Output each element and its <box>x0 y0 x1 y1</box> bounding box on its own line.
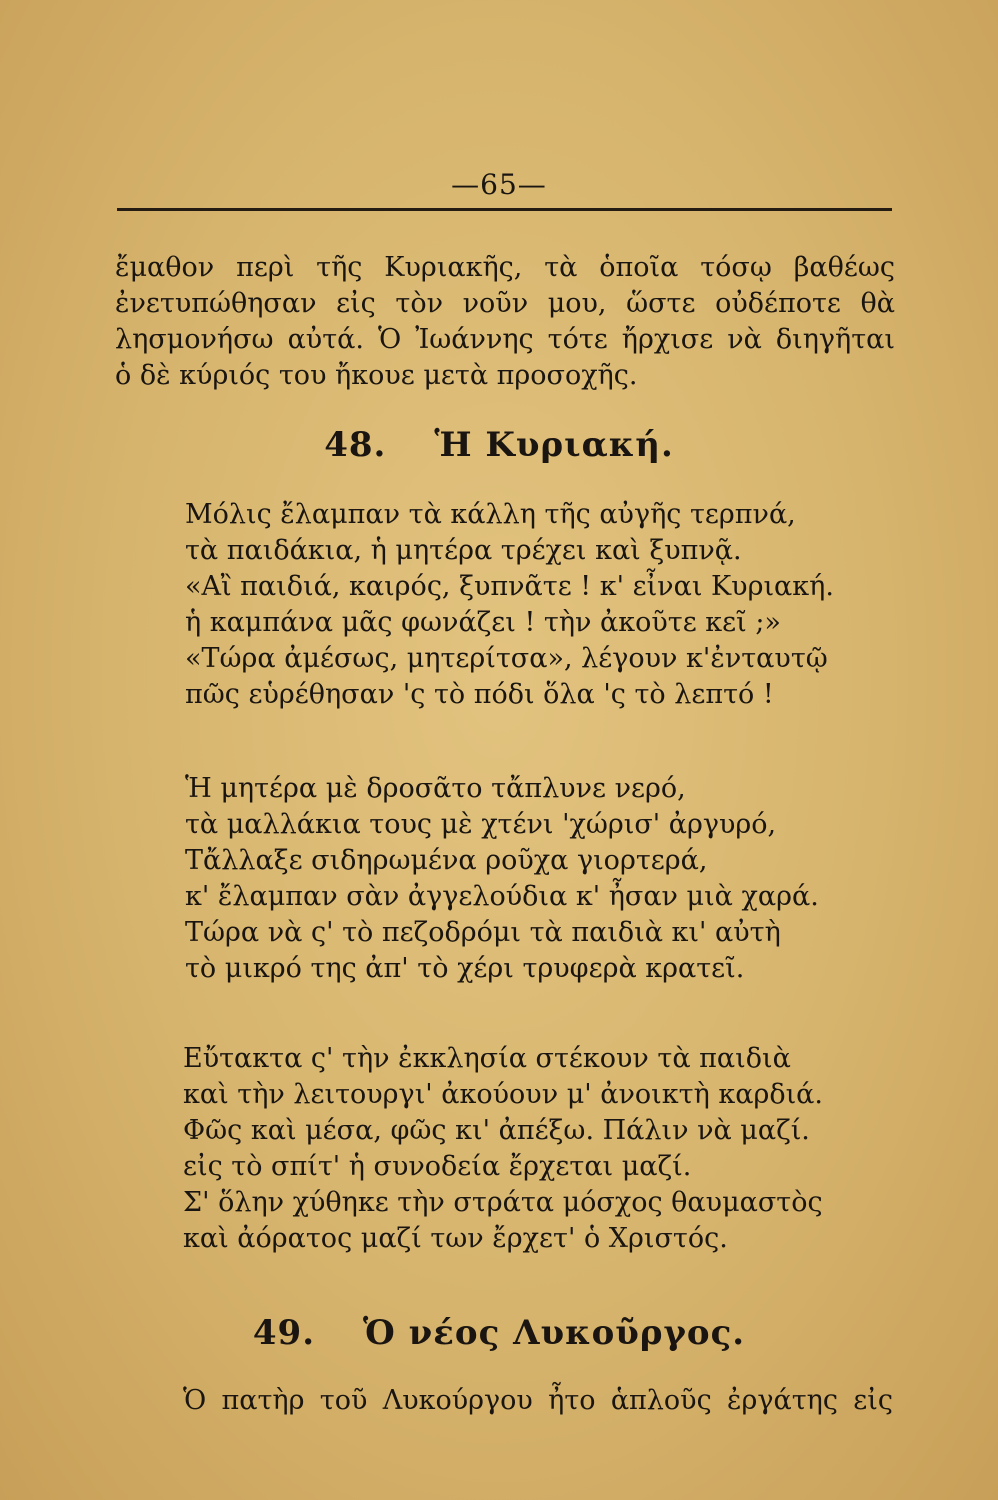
intro-paragraph <box>115 250 895 394</box>
verse-line: Μόλις ἔλαμπαν τὰ κάλλη τῆς αὐγῆς τερπνά, <box>185 499 796 530</box>
verse-line: Εὔτακτα ς' τὴν ἐκκλησία στέκουν τὰ παιδιὰ <box>183 1043 791 1074</box>
section-number: 48. <box>324 425 387 465</box>
verse-line: τὰ παιδάκια, ἡ μητέρα τρέχει καὶ ξυπνᾷ. <box>185 535 742 566</box>
verse-line: καὶ τὴν λειτουργι' ἀκούουν μ' ἀνοικτὴ καρδιά. <box>183 1079 823 1110</box>
verse-line: τὰ μαλλάκια τους μὲ χτένι 'χώρισ' ἀργυρό, <box>185 809 777 840</box>
verse-line: πῶς εὑρέθησαν 'ς τὸ πόδι ὅλα 'ς τὸ λεπτό ! <box>185 679 774 710</box>
verse-line: Σ' ὅλην χύθηκε τὴν στράτα μόσχος θαυμαστὸς <box>183 1187 823 1218</box>
section-title: Ὁ νέος Λυκοῦργος. <box>363 1313 746 1353</box>
header-rule <box>117 208 892 211</box>
verse-line: Τἄλλαξε σιδηρωμένα ροῦχα γιορτερά, <box>185 845 708 876</box>
poem-stanza-1 <box>185 497 885 713</box>
verse-line: ἡ καμπάνα μᾶς φωνάζει ! τὴν ἀκοῦτε κεῖ ;» <box>185 607 781 638</box>
poem-stanza-2 <box>185 771 885 987</box>
verse-line: εἰς τὸ σπίτ' ἡ συνοδεία ἔρχεται μαζί. <box>183 1151 692 1182</box>
text-line: λησμονήσω αὐτά. Ὁ Ἰωάννης τότε ἤρχισε νὰ διηγῆται <box>115 324 895 355</box>
text-line: ἐνετυπώθησαν εἰς τὸν νοῦν μου, ὥστε οὐδέποτε θὰ <box>115 288 895 319</box>
verse-line: κ' ἔλαμπαν σὰν ἀγγελούδια κ' ἦσαν μιὰ χαρά. <box>185 881 819 912</box>
text-line: ὁ δὲ κύριός του ἤκουε μετὰ προσοχῆς. <box>115 360 638 391</box>
section-number: 49. <box>252 1313 316 1353</box>
closing-text-line: Ὁ πατὴρ τοῦ Λυκούργου ἦτο ἁπλοῦς ἐργάτης εἰς <box>183 1385 893 1416</box>
verse-line: Φῶς καὶ μέσα, φῶς κι' ἀπέξω. Πάλιν νὰ μαζί. <box>183 1115 810 1146</box>
section-title: Ἡ Κυριακή. <box>434 425 674 465</box>
verse-line: τὸ μικρό της ἀπ' τὸ χέρι τρυφερὰ κρατεῖ. <box>185 953 745 984</box>
verse-line: καὶ ἀόρατος μαζί των ἔρχετ' ὁ Χριστός. <box>183 1223 728 1254</box>
verse-line: «Τώρα ἀμέσως, μητερίτσα», λέγουν κ'ἐνταυτῷ <box>185 643 828 674</box>
section-heading-49 <box>0 1313 998 1353</box>
verse-line: Τώρα νὰ ς' τὸ πεζοδρόμι τὰ παιδιὰ κι' αὐτὴ <box>185 917 781 948</box>
section-heading-48 <box>0 425 998 465</box>
verse-line: «Αἲ παιδιά, καιρός, ξυπνᾶτε ! κ' εἶναι Κυριακή. <box>185 571 834 602</box>
poem-stanza-3 <box>183 1041 883 1257</box>
verse-line: Ἡ μητέρα μὲ δροσᾶτο τἄπλυνε νερό, <box>185 773 686 804</box>
page-number: —65— <box>451 168 547 201</box>
text-line: ἔμαθον περὶ τῆς Κυριακῆς, τὰ ὁποῖα τόσῳ βαθέως <box>115 252 895 283</box>
